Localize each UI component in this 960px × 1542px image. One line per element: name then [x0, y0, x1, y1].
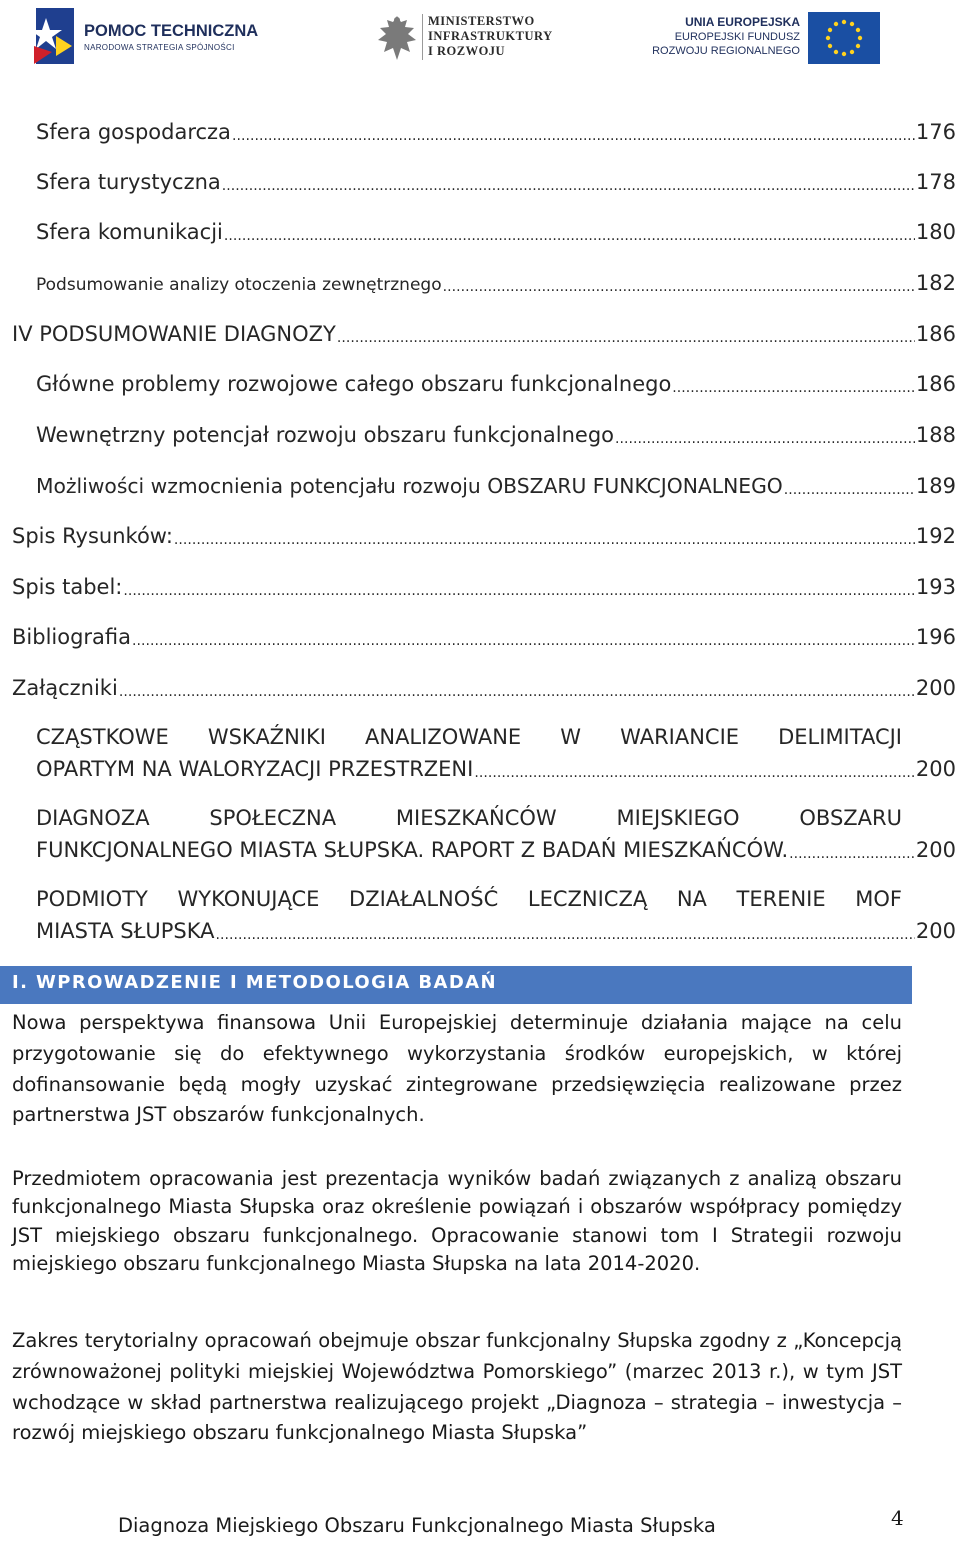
toc-entry[interactable]	[12, 621, 956, 649]
toc-entry[interactable]	[12, 318, 956, 346]
pomoc-techniczna-logo	[26, 6, 266, 68]
toc-entry-page: 178	[915, 170, 956, 194]
toc-entry-long-line1[interactable]: CZĄSTKOWE WSKAŹNIKI ANALIZOWANE W WARIANCIE DELIMITACJI	[36, 725, 902, 749]
toc-entry-title: Podsumowanie analizy otoczenia zewnętrznego	[36, 275, 442, 295]
toc-entry[interactable]	[36, 216, 956, 244]
ue-line3: ROZWOJU REGIONALNEGO	[652, 45, 800, 57]
toc-leader-dots	[784, 474, 915, 498]
toc-entry[interactable]	[12, 571, 956, 599]
toc-leader-dots	[119, 676, 915, 700]
toc-entry-title: MIASTA SŁUPSKA	[36, 919, 215, 943]
toc-entry-long-line1[interactable]: PODMIOTY WYKONUJĄCE DZIAŁALNOŚĆ LECZNICZĄ NA TERENIE MOF	[36, 887, 902, 911]
toc-entry[interactable]	[36, 368, 956, 396]
toc-entry[interactable]	[36, 267, 956, 295]
toc-entry[interactable]	[36, 419, 956, 447]
star-emblem-icon	[26, 6, 78, 68]
toc-entry-page: 200	[915, 919, 956, 943]
ministerstwo-logo	[372, 6, 552, 68]
ministerstwo-line2: INFRASTRUKTURY	[428, 29, 553, 43]
toc-leader-dots	[222, 170, 915, 194]
section-heading-bar	[0, 966, 912, 1004]
toc-entry[interactable]	[12, 520, 956, 548]
toc-entry[interactable]	[36, 116, 956, 144]
ue-line1: UNIA EUROPEJSKA	[685, 15, 800, 29]
toc-leader-dots	[174, 524, 915, 548]
eagle-emblem-icon	[374, 12, 420, 66]
toc-entry[interactable]	[12, 672, 956, 700]
toc-entry-page: 192	[915, 524, 956, 548]
page-number: 4	[891, 1506, 904, 1530]
toc-entry-title: Sfera komunikacji	[36, 220, 223, 244]
toc-leader-dots	[224, 220, 915, 244]
section-title: I. WPROWADZENIE I METODOLOGIA BADAŃ	[12, 972, 497, 993]
toc-entry-title: FUNKCJONALNEGO MIASTA SŁUPSKA. RAPORT Z BADAŃ MIESZKAŃCÓW.	[36, 838, 789, 862]
eu-flag-icon	[808, 12, 880, 64]
body-paragraph: Przedmiotem opracowania jest prezentacja wyników badań związanych z analizą obszaru funkcjonalnego Miasta Słupska oraz określenie powiązań i obszarów współpracy pomiędzy JST miejskiego obszaru funkcjonalnego. Opracowanie stanowi tom I Strategii rozwoju miejskiego obszaru funkcjonalnego Miasta Słupska na lata 2014-2020.	[12, 1167, 902, 1275]
toc-entry-title: Bibliografia	[12, 625, 132, 649]
ministerstwo-line1: MINISTERSTWO	[428, 14, 535, 28]
pomoc-techniczna-subtitle: NARODOWA STRATEGIA SPÓJNOŚCI	[84, 43, 235, 52]
toc-entry-title: Główne problemy rozwojowe całego obszaru funkcjonalnego	[36, 372, 672, 396]
toc-entry-page: 188	[915, 423, 956, 447]
toc-entry-title: OPARTYM NA WALORYZACJI PRZESTRZENI	[36, 757, 474, 781]
ue-line2: EUROPEJSKI FUNDUSZ	[674, 31, 800, 43]
unia-europejska-logo	[652, 6, 950, 68]
toc-leader-dots	[132, 625, 915, 649]
toc-entry-title: Możliwości wzmocnienia potencjału rozwoju OBSZARU FUNKCJONALNEGO	[36, 474, 783, 498]
footer-title: Diagnoza Miejskiego Obszaru Funkcjonalnego Miasta Słupska	[118, 1514, 716, 1537]
toc-entry-long-line1[interactable]: DIAGNOZA SPOŁECZNA MIESZKAŃCÓW MIEJSKIEGO OBSZARU	[36, 806, 902, 830]
body-paragraph: Zakres terytorialny opracowań obejmuje obszar funkcjonalny Słupska zgodny z „Koncepcją zrównoważonej polityki miejskiej Województwa Pomorskiego” (marzec 2013 r.), w tym JST wchodzące w skład partnerstwa realizującego projekt „Diagnoza – strategia – inwestycja – rozwój miejskiego obszaru funkcjonalnego Miasta Słupska”	[12, 1329, 902, 1445]
toc-entry-page: 200	[915, 838, 956, 862]
toc-entry-page: 200	[915, 676, 956, 700]
toc-entry-page: 186	[915, 372, 956, 396]
toc-entry-page: 186	[915, 322, 956, 346]
page-header	[0, 0, 960, 72]
toc-entry-page: 182	[915, 271, 956, 295]
toc-leader-dots	[216, 919, 915, 943]
toc-entry-page: 193	[915, 575, 956, 599]
toc-leader-dots	[672, 372, 915, 396]
toc-entry-title: IV PODSUMOWANIE DIAGNOZY	[12, 322, 336, 346]
toc-leader-dots	[789, 838, 915, 862]
toc-leader-dots	[337, 322, 915, 346]
toc-entry-title: Spis Rysunków:	[12, 524, 173, 548]
toc-entry[interactable]	[36, 834, 956, 862]
toc-entry-title: Sfera gospodarcza	[36, 120, 231, 144]
toc-entry[interactable]	[36, 470, 956, 498]
toc-entry-page: 200	[915, 757, 956, 781]
toc-entry-page: 180	[915, 220, 956, 244]
toc-entry-title: Spis tabel:	[12, 575, 123, 599]
toc-entry[interactable]	[36, 915, 956, 943]
toc-entry[interactable]	[36, 166, 956, 194]
toc-entry-page: 176	[915, 120, 956, 144]
toc-entry-page: 196	[915, 625, 956, 649]
ministerstwo-line3: I ROZWOJU	[428, 44, 506, 58]
toc-entry-title: Załączniki	[12, 676, 118, 700]
toc-leader-dots	[474, 757, 915, 781]
toc-leader-dots	[615, 423, 915, 447]
toc-entry-page: 189	[915, 474, 956, 498]
body-paragraph: Nowa perspektywa finansowa Unii Europejskiej determinuje działania mające na celu przygotowanie się do efektywnego wykorzystania środków europejskich, w której dofinansowanie będą mogły uzyskać zintegrowane przedsięwzięcia realizowane przez partnerstwa JST obszarów funkcjonalnych.	[12, 1011, 902, 1127]
toc-leader-dots	[232, 120, 915, 144]
toc-leader-dots	[443, 271, 915, 295]
pomoc-techniczna-title: POMOC TECHNICZNA	[84, 22, 259, 40]
toc-entry-title: Sfera turystyczna	[36, 170, 221, 194]
toc-entry-title: Wewnętrzny potencjał rozwoju obszaru funkcjonalnego	[36, 423, 615, 447]
toc-leader-dots	[123, 575, 915, 599]
toc-entry[interactable]	[36, 753, 956, 781]
